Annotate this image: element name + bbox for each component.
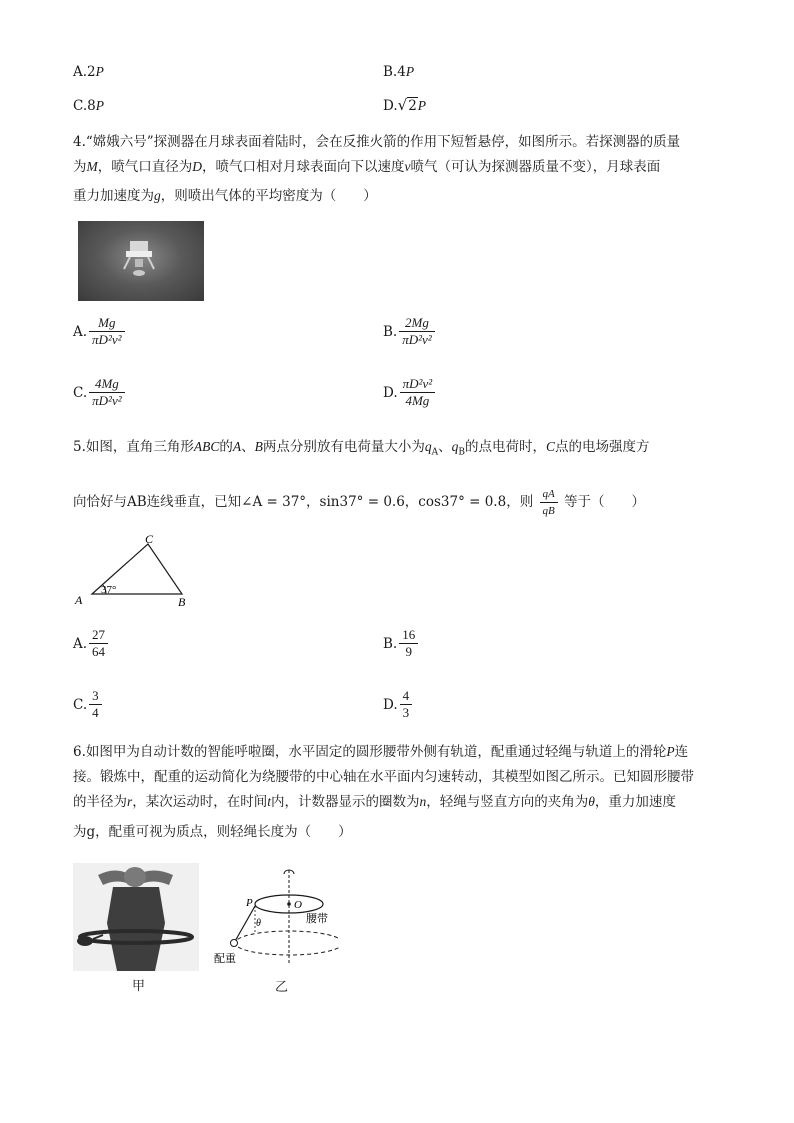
lander-icon xyxy=(78,221,204,301)
weight-mass xyxy=(231,940,238,947)
q5-stem-line2: 向恰好与AB连线垂直，已知∠A = 37°，sin37° = 0.6，cos37° = 0.8，则 $\frac{qA}{qB}$ 等于（ ） xyxy=(73,488,646,517)
q5-stem-line1: 5.如图，直角三角形ABC的A、B两点分别放有电荷量大小为$q_A$、$q_B$的点电荷时，C点的电场强度方 xyxy=(73,439,650,458)
fig-jia-label: 甲 xyxy=(132,979,146,994)
center-o-label: O xyxy=(294,899,302,911)
q4-option-d: D. $\frac{\text{πD²v²}}{4Mg}$ xyxy=(383,376,435,409)
q6-stem-line2: 接。锻炼中，配重的运动简化为绕腰带的中心轴在水平面内匀速转动，其模型如图乙所示。已知圆形腰带 xyxy=(73,769,694,785)
q3-option-d: D.√2P xyxy=(383,96,427,114)
q4-option-b: B. $\frac{2Mg}{\text{πD²v²}}$ xyxy=(383,315,435,348)
q4-option-c: C. $\frac{4Mg}{\text{πD²v²}}$ xyxy=(73,376,125,409)
person-hula-icon xyxy=(73,863,199,971)
vertex-c-label: C xyxy=(145,534,154,546)
fig-yi-label: 乙 xyxy=(275,980,289,995)
q5-option-c: C. $\frac{3}{4}$ xyxy=(73,688,102,721)
belt-label: 腰带 xyxy=(306,912,328,925)
q3-option-c: C.8P xyxy=(73,98,104,114)
q3-option-b: B.4P xyxy=(383,64,415,80)
q3-option-a: A.2P xyxy=(73,64,104,80)
pulley-p-label: P xyxy=(246,897,253,909)
q4-option-a: A. $\frac{Mg}{\text{πD²v²}}$ xyxy=(73,315,125,348)
q4-stem-line3: 重力加速度为g，则喷出气体的平均密度为（ ） xyxy=(73,188,377,204)
q5-option-b: B. $\frac{16}{9}$ xyxy=(383,627,418,660)
lander-photo xyxy=(78,221,204,301)
vertex-a-label: A xyxy=(75,593,83,607)
hula-model-diagram xyxy=(205,864,340,974)
rope-line xyxy=(234,906,255,943)
q6-stem-line4: 为g，配重可视为质点，则轻绳长度为（ ） xyxy=(73,824,352,840)
weight-label: 配重 xyxy=(214,952,236,965)
q5-option-a: A. $\frac{27}{64}$ xyxy=(73,627,108,660)
q6-stem-line3: 的半径为r，某次运动时，在时间t内，计数器显示的圈数为n，轻绳与竖直方向的夹角为θ，重力加速度 xyxy=(73,794,676,810)
q6-stem-line1: 6.如图甲为自动计数的智能呼啦圈，水平固定的圆形腰带外侧有轨道，配重通过轻绳与轨道上的滑轮P连 xyxy=(73,744,689,760)
triangle-figure xyxy=(70,534,200,610)
angle-label: 37° xyxy=(101,584,117,596)
sqrt-icon: √ xyxy=(397,96,408,114)
theta-label: θ xyxy=(256,918,261,929)
hula-photo xyxy=(73,863,199,971)
q4-stem-line2: 为M，喷气口直径为D，喷气口相对月球表面向下以速度v喷气（可认为探测器质量不变），月球表面 xyxy=(73,159,661,175)
q4-stem-line1: 4.“嫦娥六号”探测器在月球表面着陆时，会在反推火箭的作用下短暂悬停，如图所示。若探测器的质量 xyxy=(73,134,681,150)
q5-option-d: D. $\frac{4}{3}$ xyxy=(383,688,412,721)
vertex-b-label: B xyxy=(178,595,186,609)
orbit-ellipse xyxy=(235,931,340,955)
